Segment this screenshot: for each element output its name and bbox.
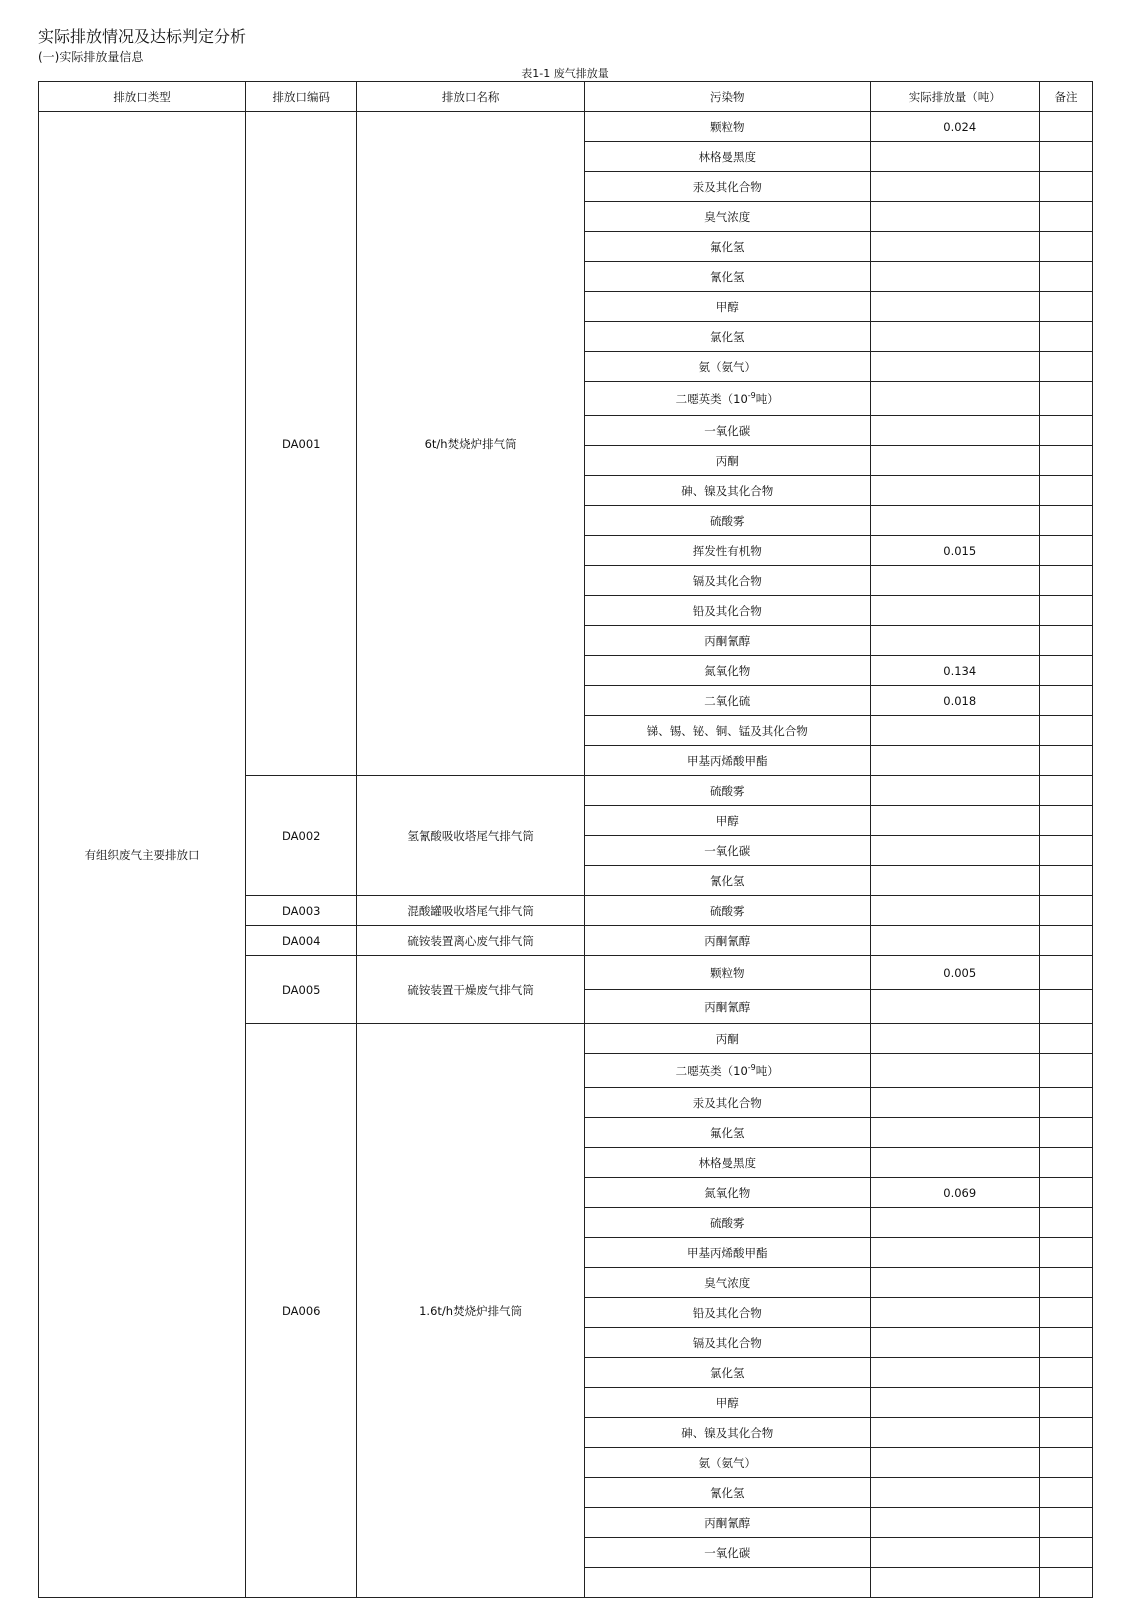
header-pollutant: 污染物 bbox=[584, 82, 870, 112]
header-outlet-name: 排放口名称 bbox=[357, 82, 585, 112]
pollutant-text: 二噁英类（10 bbox=[675, 1063, 748, 1078]
remarks-cell bbox=[1039, 1178, 1092, 1208]
emission-value-cell bbox=[870, 1118, 1039, 1148]
outlet-type-cell: 有组织废气主要排放口 bbox=[39, 112, 246, 1598]
remarks-cell bbox=[1039, 1088, 1092, 1118]
remarks-cell bbox=[1039, 262, 1092, 292]
pollutant-cell bbox=[584, 382, 870, 416]
emission-value-cell bbox=[870, 382, 1039, 416]
emission-value-cell bbox=[870, 1238, 1039, 1268]
remarks-cell bbox=[1039, 806, 1092, 836]
emission-value-cell bbox=[870, 896, 1039, 926]
remarks-cell bbox=[1039, 1538, 1092, 1568]
remarks-cell bbox=[1039, 836, 1092, 866]
header-actual-emission: 实际排放量（吨） bbox=[870, 82, 1039, 112]
emission-value-cell bbox=[870, 1328, 1039, 1358]
emission-value-cell bbox=[870, 202, 1039, 232]
emission-table bbox=[38, 81, 1093, 1598]
table-caption: 表1-1 废气排放量 bbox=[521, 67, 609, 80]
pollutant-unit: 吨） bbox=[755, 1063, 779, 1078]
remarks-cell bbox=[1039, 716, 1092, 746]
emission-value-cell: 0.018 bbox=[870, 686, 1039, 716]
emission-value-cell: 0.015 bbox=[870, 536, 1039, 566]
remarks-cell bbox=[1039, 506, 1092, 536]
emission-value-cell bbox=[870, 1358, 1039, 1388]
remarks-cell bbox=[1039, 1118, 1092, 1148]
pollutant-cell: 硫酸雾 bbox=[584, 776, 870, 806]
remarks-cell bbox=[1039, 626, 1092, 656]
remarks-cell bbox=[1039, 1298, 1092, 1328]
pollutant-cell: 臭气浓度 bbox=[584, 1268, 870, 1298]
emission-value-cell bbox=[870, 1024, 1039, 1054]
remarks-cell bbox=[1039, 596, 1092, 626]
emission-value-cell bbox=[870, 1054, 1039, 1088]
pollutant-cell: 硫酸雾 bbox=[584, 506, 870, 536]
emission-value-cell: 0.134 bbox=[870, 656, 1039, 686]
outlet-name-cell: 混酸罐吸收塔尾气排气筒 bbox=[357, 896, 585, 926]
pollutant-cell: 林格曼黑度 bbox=[584, 1148, 870, 1178]
outlet-code-cell: DA004 bbox=[246, 926, 357, 956]
remarks-cell bbox=[1039, 1478, 1092, 1508]
emission-value-cell bbox=[870, 1538, 1039, 1568]
pollutant-cell: 氰化氢 bbox=[584, 1478, 870, 1508]
pollutant-text: 二噁英类（10 bbox=[675, 391, 748, 406]
pollutant-cell: 氮氧化物 bbox=[584, 1178, 870, 1208]
remarks-cell bbox=[1039, 1328, 1092, 1358]
outlet-code-cell: DA001 bbox=[246, 112, 357, 776]
pollutant-cell: 甲醇 bbox=[584, 806, 870, 836]
remarks-cell bbox=[1039, 1508, 1092, 1538]
emission-value-cell bbox=[870, 1088, 1039, 1118]
pollutant-cell: 锑、锡、铋、铜、锰及其化合物 bbox=[584, 716, 870, 746]
pollutant-cell: 丙酮 bbox=[584, 446, 870, 476]
pollutant-cell: 砷、镍及其化合物 bbox=[584, 476, 870, 506]
pollutant-cell: 氯化氢 bbox=[584, 322, 870, 352]
pollutant-cell: 丙酮氰醇 bbox=[584, 990, 870, 1024]
emission-value-cell bbox=[870, 866, 1039, 896]
emission-value-cell bbox=[870, 836, 1039, 866]
pollutant-cell: 一氧化碳 bbox=[584, 1538, 870, 1568]
emission-value-cell bbox=[870, 322, 1039, 352]
pollutant-cell: 硫酸雾 bbox=[584, 896, 870, 926]
emission-value-cell bbox=[870, 746, 1039, 776]
outlet-name-cell: 1.6t/h焚烧炉排气筒 bbox=[357, 1024, 585, 1598]
pollutant-cell: 氰化氢 bbox=[584, 866, 870, 896]
emission-value-cell bbox=[870, 1478, 1039, 1508]
remarks-cell bbox=[1039, 1268, 1092, 1298]
pollutant-cell: 丙酮氰醇 bbox=[584, 1508, 870, 1538]
pollutant-cell: 甲醇 bbox=[584, 1388, 870, 1418]
pollutant-cell: 氮氧化物 bbox=[584, 656, 870, 686]
pollutant-cell: 一氧化碳 bbox=[584, 416, 870, 446]
remarks-cell bbox=[1039, 746, 1092, 776]
emission-value-cell bbox=[870, 142, 1039, 172]
emission-value-cell bbox=[870, 566, 1039, 596]
remarks-cell bbox=[1039, 536, 1092, 566]
remarks-cell bbox=[1039, 416, 1092, 446]
emission-value-cell bbox=[870, 1508, 1039, 1538]
pollutant-cell: 林格曼黑度 bbox=[584, 142, 870, 172]
remarks-cell bbox=[1039, 1024, 1092, 1054]
pollutant-cell: 挥发性有机物 bbox=[584, 536, 870, 566]
emission-value-cell bbox=[870, 476, 1039, 506]
outlet-code-cell: DA003 bbox=[246, 896, 357, 926]
remarks-cell bbox=[1039, 656, 1092, 686]
remarks-cell bbox=[1039, 352, 1092, 382]
emission-value-cell bbox=[870, 1388, 1039, 1418]
emission-value-cell: 0.024 bbox=[870, 112, 1039, 142]
remarks-cell bbox=[1039, 686, 1092, 716]
remarks-cell bbox=[1039, 1054, 1092, 1088]
remarks-cell bbox=[1039, 142, 1092, 172]
pollutant-unit: 吨） bbox=[755, 391, 779, 406]
pollutant-cell: 臭气浓度 bbox=[584, 202, 870, 232]
table-body bbox=[39, 112, 1093, 1598]
remarks-cell bbox=[1039, 1208, 1092, 1238]
pollutant-cell: 氯化氢 bbox=[584, 1358, 870, 1388]
outlet-code-cell: DA002 bbox=[246, 776, 357, 896]
remarks-cell bbox=[1039, 446, 1092, 476]
emission-value-cell bbox=[870, 1148, 1039, 1178]
pollutant-cell: 汞及其化合物 bbox=[584, 172, 870, 202]
emission-value-cell bbox=[870, 716, 1039, 746]
pollutant-cell: 颗粒物 bbox=[584, 956, 870, 990]
remarks-cell bbox=[1039, 990, 1092, 1024]
outlet-code-cell: DA006 bbox=[246, 1024, 357, 1598]
outlet-name-cell: 6t/h焚烧炉排气筒 bbox=[357, 112, 585, 776]
emission-value-cell bbox=[870, 1268, 1039, 1298]
remarks-cell bbox=[1039, 1358, 1092, 1388]
emission-value-cell bbox=[870, 990, 1039, 1024]
emission-value-cell bbox=[870, 596, 1039, 626]
remarks-cell bbox=[1039, 476, 1092, 506]
remarks-cell bbox=[1039, 566, 1092, 596]
pollutant-cell: 丙酮 bbox=[584, 1024, 870, 1054]
remarks-cell bbox=[1039, 292, 1092, 322]
emission-value-cell bbox=[870, 1208, 1039, 1238]
remarks-cell bbox=[1039, 1418, 1092, 1448]
remarks-cell bbox=[1039, 956, 1092, 990]
remarks-cell bbox=[1039, 172, 1092, 202]
emission-value-cell bbox=[870, 776, 1039, 806]
emission-value-cell bbox=[870, 806, 1039, 836]
emission-value-cell: 0.069 bbox=[870, 1178, 1039, 1208]
remarks-cell bbox=[1039, 926, 1092, 956]
table-row bbox=[39, 112, 1093, 142]
emission-value-cell bbox=[870, 262, 1039, 292]
pollutant-cell: 甲基丙烯酸甲酯 bbox=[584, 1238, 870, 1268]
emission-value-cell bbox=[870, 446, 1039, 476]
remarks-cell bbox=[1039, 1568, 1092, 1598]
pollutant-cell: 氨（氨气） bbox=[584, 352, 870, 382]
remarks-cell bbox=[1039, 776, 1092, 806]
pollutant-cell: 汞及其化合物 bbox=[584, 1088, 870, 1118]
pollutant-cell: 氰化氢 bbox=[584, 262, 870, 292]
pollutant-cell: 铅及其化合物 bbox=[584, 596, 870, 626]
remarks-cell bbox=[1039, 896, 1092, 926]
emission-value-cell bbox=[870, 506, 1039, 536]
page-title: 实际排放情况及达标判定分析 bbox=[38, 27, 247, 46]
remarks-cell bbox=[1039, 1148, 1092, 1178]
header-remarks: 备注 bbox=[1039, 82, 1092, 112]
emission-value-cell bbox=[870, 1418, 1039, 1448]
pollutant-cell: 二氧化硫 bbox=[584, 686, 870, 716]
emission-value-cell: 0.005 bbox=[870, 956, 1039, 990]
emission-value-cell bbox=[870, 352, 1039, 382]
remarks-cell bbox=[1039, 1448, 1092, 1478]
header-outlet-code: 排放口编码 bbox=[246, 82, 357, 112]
remarks-cell bbox=[1039, 382, 1092, 416]
pollutant-cell: 丙酮氰醇 bbox=[584, 626, 870, 656]
pollutant-cell: 甲醇 bbox=[584, 292, 870, 322]
remarks-cell bbox=[1039, 232, 1092, 262]
emission-value-cell bbox=[870, 1298, 1039, 1328]
outlet-code-cell: DA005 bbox=[246, 956, 357, 1024]
emission-value-cell bbox=[870, 626, 1039, 656]
pollutant-cell: 镉及其化合物 bbox=[584, 566, 870, 596]
pollutant-cell bbox=[584, 1568, 870, 1598]
remarks-cell bbox=[1039, 1388, 1092, 1418]
pollutant-exponent: -9 bbox=[747, 1062, 756, 1072]
emission-value-cell bbox=[870, 416, 1039, 446]
remarks-cell bbox=[1039, 112, 1092, 142]
emission-value-cell bbox=[870, 172, 1039, 202]
pollutant-cell: 氟化氢 bbox=[584, 232, 870, 262]
pollutant-cell: 硫酸雾 bbox=[584, 1208, 870, 1238]
pollutant-cell: 铅及其化合物 bbox=[584, 1298, 870, 1328]
outlet-name-cell: 硫铵装置离心废气排气筒 bbox=[357, 926, 585, 956]
outlet-name-cell: 硫铵装置干燥废气排气筒 bbox=[357, 956, 585, 1024]
pollutant-cell: 砷、镍及其化合物 bbox=[584, 1418, 870, 1448]
pollutant-cell: 氨（氨气） bbox=[584, 1448, 870, 1478]
table-header-row bbox=[39, 82, 1093, 112]
pollutant-cell: 镉及其化合物 bbox=[584, 1328, 870, 1358]
remarks-cell bbox=[1039, 1238, 1092, 1268]
pollutant-exponent: -9 bbox=[747, 390, 756, 400]
header-outlet-type: 排放口类型 bbox=[39, 82, 246, 112]
emission-value-cell bbox=[870, 1448, 1039, 1478]
pollutant-cell bbox=[584, 1054, 870, 1088]
pollutant-cell: 氟化氢 bbox=[584, 1118, 870, 1148]
emission-value-cell bbox=[870, 1568, 1039, 1598]
pollutant-cell: 一氧化碳 bbox=[584, 836, 870, 866]
pollutant-cell: 甲基丙烯酸甲酯 bbox=[584, 746, 870, 776]
remarks-cell bbox=[1039, 866, 1092, 896]
emission-value-cell bbox=[870, 292, 1039, 322]
emission-value-cell bbox=[870, 926, 1039, 956]
remarks-cell bbox=[1039, 202, 1092, 232]
section-subtitle: (一)实际排放量信息 bbox=[38, 50, 144, 64]
pollutant-cell: 丙酮氰醇 bbox=[584, 926, 870, 956]
emission-value-cell bbox=[870, 232, 1039, 262]
outlet-name-cell: 氢氰酸吸收塔尾气排气筒 bbox=[357, 776, 585, 896]
pollutant-cell: 颗粒物 bbox=[584, 112, 870, 142]
remarks-cell bbox=[1039, 322, 1092, 352]
